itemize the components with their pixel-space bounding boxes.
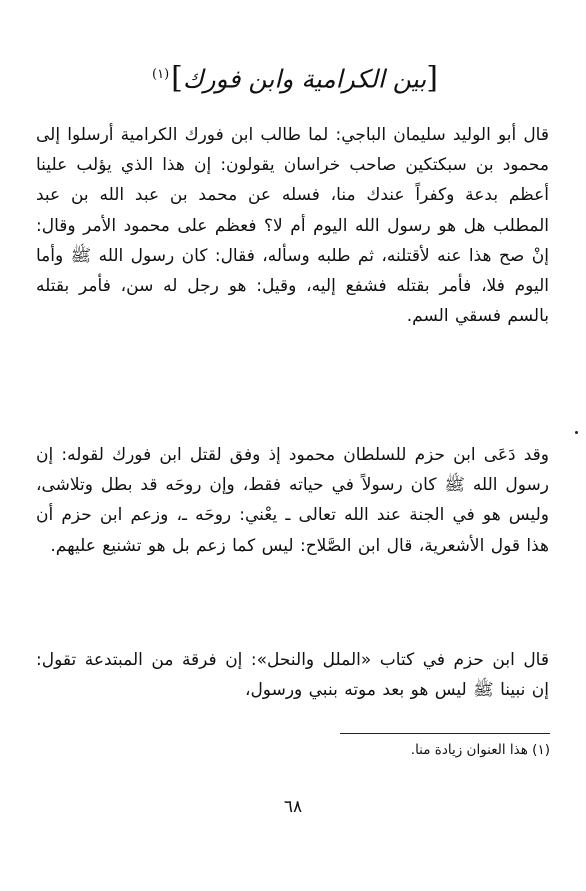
paragraph-1: قال أبو الوليد سليمان الباجي: لما طالب ابن فورك الكرامية أرسلوا إلى محمود بن سبكتكين صاحب خراسان يقولون: إن هذا الذي يؤلب علينا أعظم بدعة وكفراً عندك منا، فسله عن محمد بن عبد الله بن عبد المطلب هل هو رسول الله اليوم أم لا؟ فعظم على محمود الأمر وقال: إنْ صح هذا عنه لأقتلنه، ثم طلبه وسأله، فقال: كان رسول الله ﷺ وأما اليوم فلا، فأمر بقتله فشفع إليه، وقيل: هو رجل له سن، فأمر بقتله بالسم فسقي السم.	[36, 125, 549, 327]
margin-dot	[575, 431, 578, 434]
section-heading	[150, 52, 440, 98]
footnote: (١) هذا العنوان زيادة منا.	[410, 742, 550, 758]
paragraph-3: قال ابن حزم في كتاب «الملل والنحل»: إن فرقة من المبتدعة تقول: إن نبينا ﷺ ليس هو بعد موته بنبي ورسول،	[36, 650, 549, 701]
paragraph-2: وقد دَعَى ابن حزم للسلطان محمود إذ وفق لقتل ابن فورك لقوله: إن رسول الله ﷺ كان رسولاً في حياته فقط، وإن روحَه قد بطل وتلاشى، وليس هو في الجنة عند الله تعالى ـ يعْني: روحَه ـ، وزعم ابن حزم أن هذا قول الأشعرية، قال ابن الصَّلاح: ليس كما زعم بل هو تشنيع عليهم.	[36, 445, 549, 556]
heading-open-bracket: [	[426, 60, 438, 96]
heading-title: بين الكرامية وابن فورك	[182, 64, 427, 94]
heading-footnote-marker: (١)	[152, 67, 170, 82]
footnote-separator	[340, 733, 550, 734]
heading-close-bracket: ]	[171, 60, 183, 96]
page-number: ٦٨	[283, 797, 303, 817]
